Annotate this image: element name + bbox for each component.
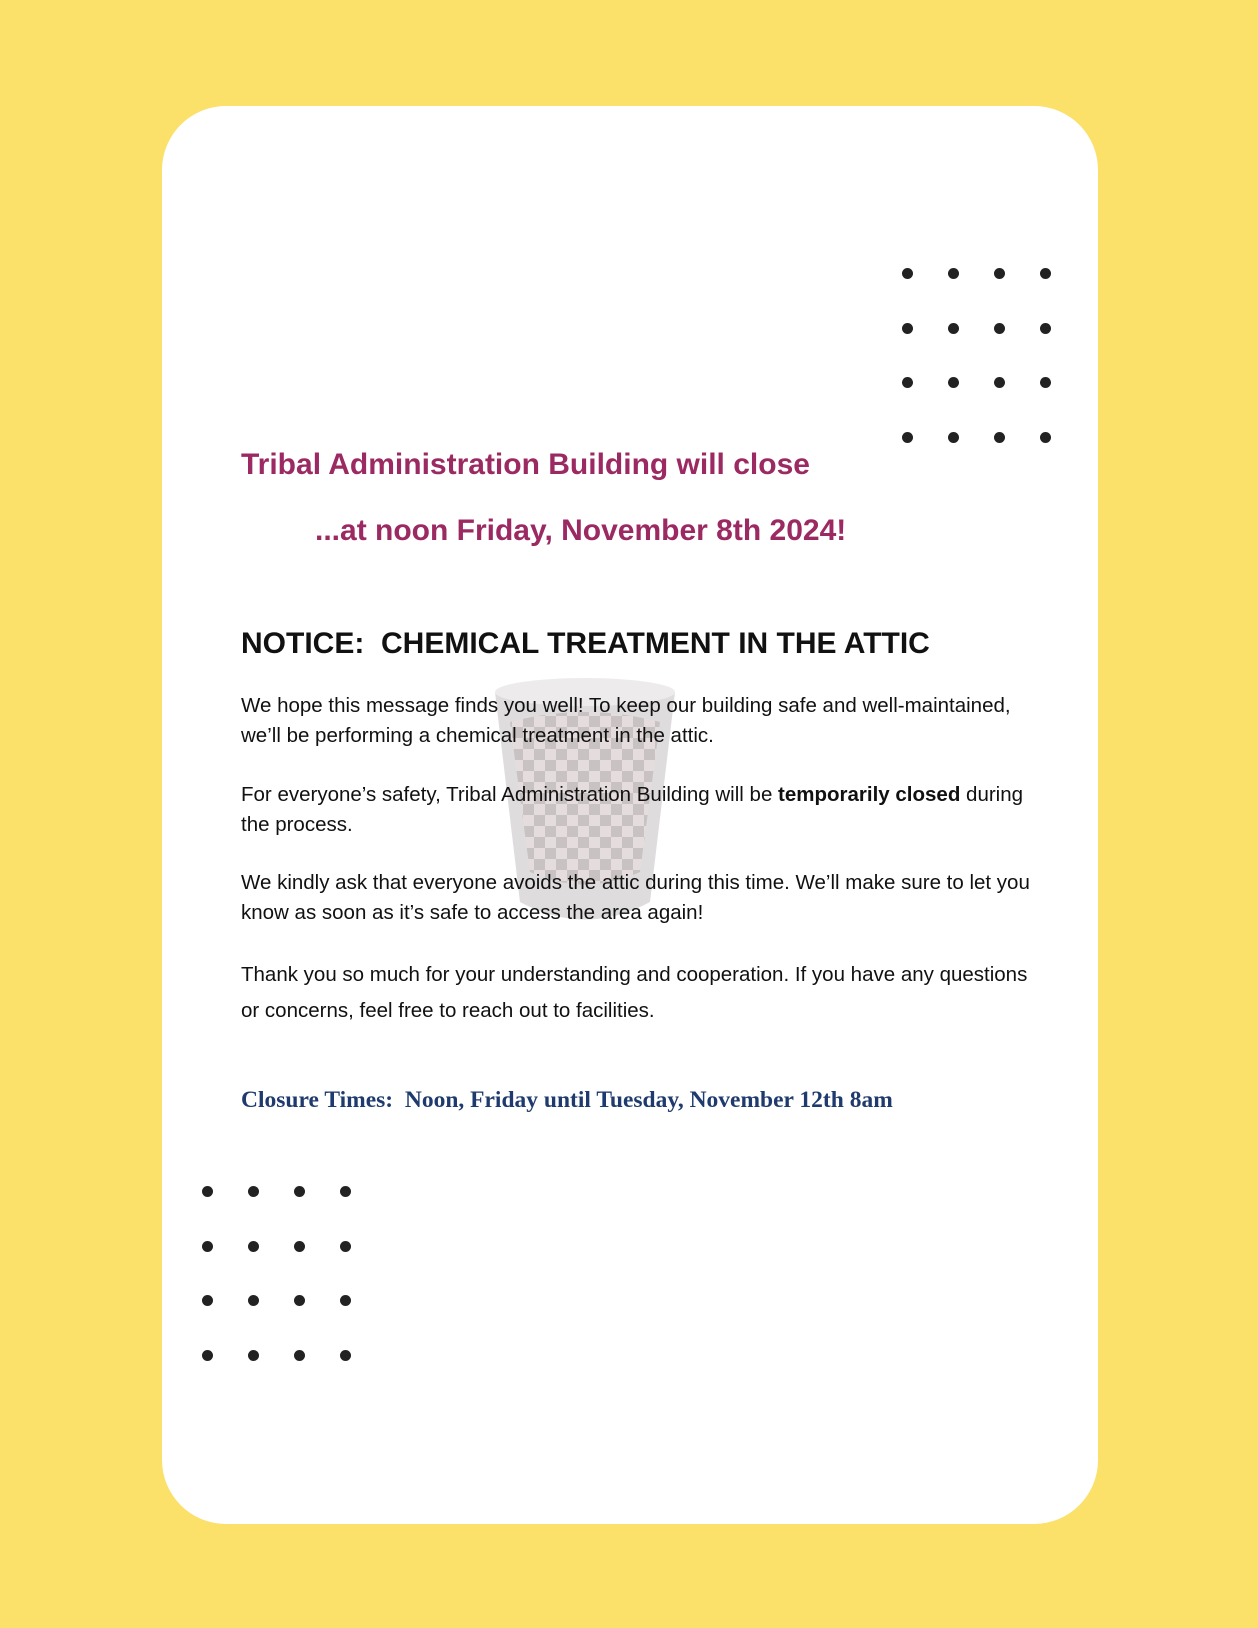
dot-icon: [340, 1241, 351, 1252]
dot-icon: [294, 1241, 305, 1252]
dot-icon: [202, 1186, 213, 1197]
dot-icon: [948, 432, 959, 443]
dot-icon: [1040, 432, 1051, 443]
dot-icon: [202, 1241, 213, 1252]
dot-icon: [902, 432, 913, 443]
notice-paragraph-4: Thank you so much for your understanding and cooperation. If you have any questions or concerns, feel free to reach out to facilities.: [241, 963, 1028, 1022]
dot-grid-top-right-icon: [902, 268, 1077, 443]
dot-icon: [1040, 377, 1051, 388]
closure-times: Closure Times: Noon, Friday until Tuesday, November 12th 8am: [241, 1087, 893, 1113]
temporarily-closed-emphasis: temporarily closed: [778, 783, 961, 806]
dot-icon: [248, 1186, 259, 1197]
dot-icon: [340, 1350, 351, 1361]
dot-icon: [294, 1350, 305, 1361]
dot-icon: [902, 323, 913, 334]
dot-icon: [340, 1186, 351, 1197]
dot-icon: [994, 268, 1005, 279]
dot-icon: [340, 1295, 351, 1306]
headline-line-2: ...at noon Friday, November 8th 2024!: [315, 514, 847, 547]
dot-icon: [994, 377, 1005, 388]
headline-line-1: Tribal Administration Building will close: [241, 448, 810, 481]
dot-icon: [248, 1350, 259, 1361]
dot-grid-bottom-left-icon: [202, 1186, 377, 1361]
dot-icon: [948, 377, 959, 388]
dot-icon: [202, 1350, 213, 1361]
paragraph-2-text-end: during the process.: [241, 783, 1024, 836]
dot-icon: [1040, 323, 1051, 334]
dot-icon: [294, 1295, 305, 1306]
dot-icon: [202, 1295, 213, 1306]
dot-icon: [948, 268, 959, 279]
notice-title: NOTICE: CHEMICAL TREATMENT IN THE ATTIC: [241, 627, 930, 660]
dot-icon: [248, 1241, 259, 1252]
notice-paragraph-2: [241, 780, 1041, 840]
notice-paragraph-1: We hope this message finds you well! To keep our building safe and well-maintained, we’ll be performing a chemical treatment in the attic.: [241, 694, 1011, 747]
dot-icon: [948, 323, 959, 334]
dot-icon: [294, 1186, 305, 1197]
notice-paragraph-3: We kindly ask that everyone avoids the attic during this time. We’ll make sure to let you know as soon as it’s safe to access the area again!: [241, 871, 1030, 924]
dot-icon: [902, 268, 913, 279]
dot-icon: [1040, 268, 1051, 279]
dot-icon: [248, 1295, 259, 1306]
paragraph-2-text-start: For everyone’s safety, Tribal Administration Building will be: [241, 783, 779, 806]
dot-icon: [994, 432, 1005, 443]
dot-icon: [902, 377, 913, 388]
dot-icon: [994, 323, 1005, 334]
